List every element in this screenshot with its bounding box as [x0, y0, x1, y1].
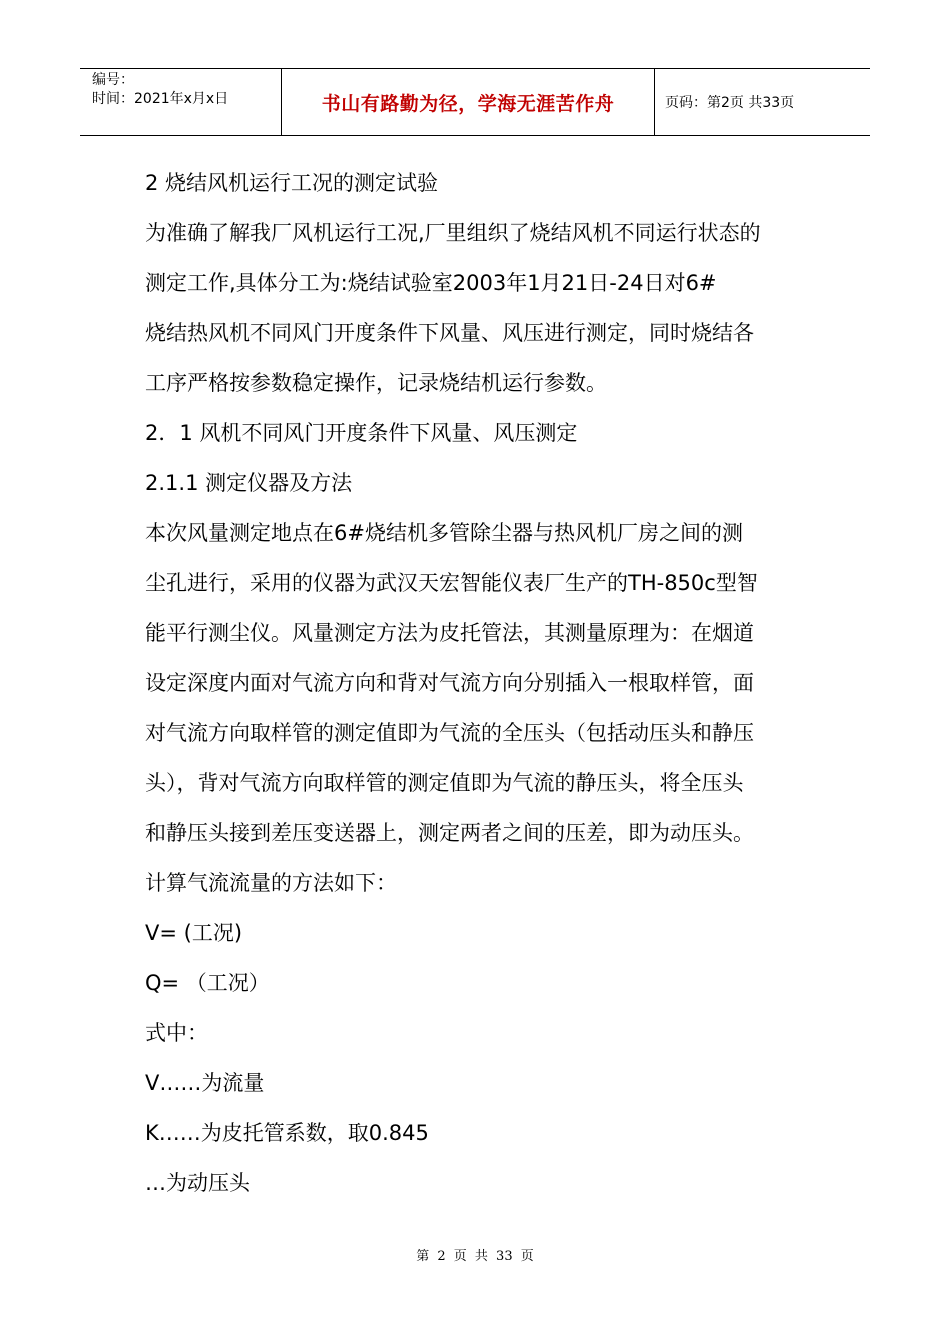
subsection-heading: 2.1.1 测定仪器及方法: [145, 471, 353, 495]
text-line: 本次风量测定地点在6#烧结机多管除尘器与热风机厂房之间的测: [145, 521, 743, 545]
header-motto: 书山有路勤为径，学海无涯苦作舟: [282, 69, 655, 135]
text-line: 头），背对气流方向取样管的测定值即为气流的静压头，将全压头: [145, 771, 744, 795]
document-date: 时间：2021年x月x日: [92, 91, 229, 107]
page-footer: 第 2 页 共 33 页: [416, 1249, 534, 1264]
text-line: 对气流方向取样管的测定值即为气流的全压头（包括动压头和静压: [145, 721, 754, 745]
section-heading: 2 烧结风机运行工况的测定试验: [145, 171, 439, 195]
text-line: 式中：: [145, 1021, 208, 1045]
definition-line: V……为流量: [145, 1071, 265, 1095]
document-body: [145, 158, 815, 1208]
header-page-info: 页码：第2页 共33页: [665, 95, 795, 111]
text-line: 为准确了解我厂风机运行工况,厂里组织了烧结风机不同运行状态的: [145, 221, 761, 245]
text-line: 尘孔进行，采用的仪器为武汉天宏智能仪表厂生产的TH-850c型智: [145, 571, 758, 595]
definition-line: K……为皮托管系数，取0.845: [145, 1121, 429, 1145]
formula-line: Q= （工况）: [145, 971, 270, 995]
subsection-heading: 2．1 风机不同风门开度条件下风量、风压测定: [145, 421, 578, 445]
text-line: 设定深度内面对气流方向和背对气流方向分别插入一根取样管，面: [145, 671, 754, 695]
page-header: [80, 68, 870, 136]
text-line: 和静压头接到差压变送器上，测定两者之间的压差，即为动压头。: [145, 821, 754, 845]
text-line: 能平行测尘仪。风量测定方法为皮托管法，其测量原理为：在烟道: [145, 621, 754, 645]
text-line: 工序严格按参数稳定操作，记录烧结机运行参数。: [145, 371, 607, 395]
document-number-label: 编号：: [92, 72, 134, 88]
text-line: 计算气流流量的方法如下：: [145, 871, 397, 895]
definition-line: …为动压头: [145, 1171, 250, 1195]
text-line: 烧结热风机不同风门开度条件下风量、风压进行测定，同时烧结各: [145, 321, 754, 345]
header-meta: [80, 69, 282, 135]
formula-line: V= (工况): [145, 921, 243, 945]
text-line: 测定工作,具体分工为:烧结试验室2003年1月21日-24日对6#: [145, 271, 717, 295]
